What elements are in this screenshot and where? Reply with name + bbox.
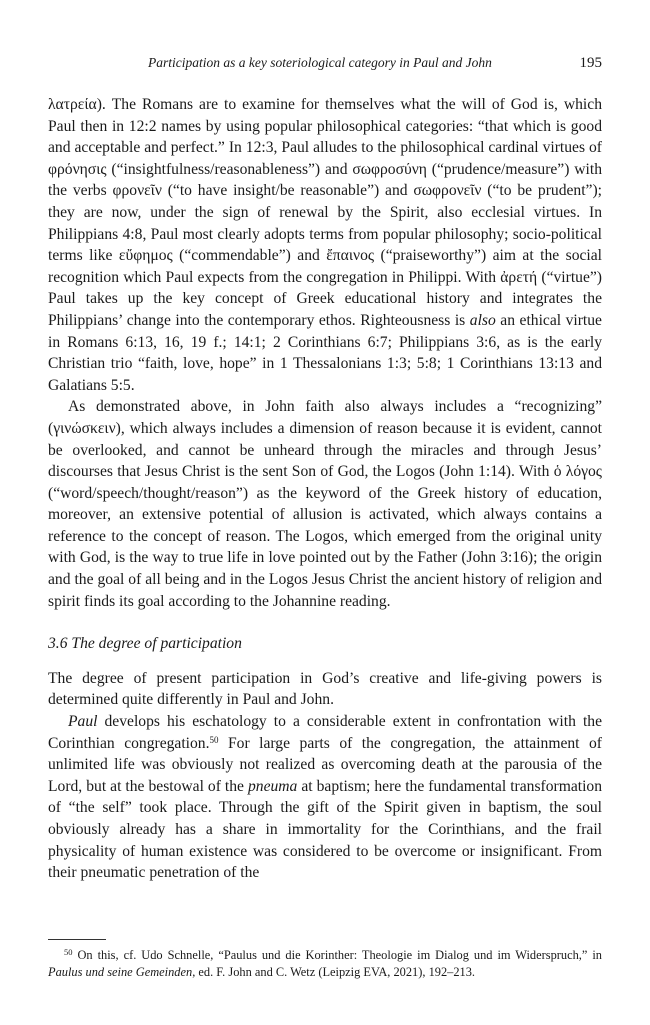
running-title: Participation as a key soteriological category in Paul and John <box>148 55 492 70</box>
page-number: 195 <box>579 55 602 71</box>
section-heading: 3.6 The degree of participation <box>48 635 242 653</box>
paragraph-4-text-c: at baptism; here the fundamental transformation of “the self” took place. Through the gift of the Spirit given in baptism, the soul obviously already has a share in immortality for the Corinthians, and the frail physicality of human existence was considered to be overcome or insignificant. From their pneumatic penetration of the <box>48 777 603 882</box>
footnote-book-title: Paulus und seine Gemeinden <box>48 965 193 979</box>
footnote-text-a: On this, cf. Udo Schnelle, “Paulus und die Korinther: Theologie im Dialog und im Widerspruch,” in <box>72 948 602 962</box>
footnote-50 <box>48 947 602 981</box>
paragraph-3: The degree of present participation in God’s creative and life-giving powers is determined quite differently in Paul and John. <box>48 669 602 709</box>
emphasis-paul: Paul <box>68 713 98 731</box>
paragraph-4-text-a: develops his eschatology to a considerable extent in confrontation with the Corinthian congregation. <box>48 713 602 752</box>
body-text <box>48 94 602 884</box>
running-head <box>48 55 602 75</box>
paragraph-1-text-a: λατρεία). The Romans are to examine for themselves what the will of God is, which Paul then in 12:2 names by using popular philosophical categories: “that which is good and acceptable and perfect.” In 12:3, Paul alludes to the philosophical cardinal virtues of φρόνησις (“insightfulness/reasonableness”) and σωφροσύνη (“prudence/measure”) with the verbs φρονεῖν (“to have insight/be reasonable”) and σωφρονεῖν (“to be prudent”); they are now, under the sign of renewal by the Spirit, also ecclesial virtues. In Philippians 4:8, Paul most clearly adopts terms from popular philosophy; socio-political terms like εὔφημος (“commendable”) and ἔπαινος (“praiseworthy”) aim at the social recognition which Paul expects from the congregation in Philippi. With ἀρετή (“virtue”) Paul takes up the key concept of Greek educational history and integrates the Philippians’ change into the contemporary ethos. Righteousness is <box>48 96 602 329</box>
paragraph-4 <box>48 711 602 884</box>
emphasis-pneuma: pneuma <box>247 777 298 795</box>
paragraph-2: As demonstrated above, in John faith also always includes a “recognizing” (γινώσκειν), which always includes a dimension of reason because it is evident, cannot be overlooked, and cannot be unheard through the miracles and through Jesus’ discourses that Jesus Christ is the sent Son of God, the Logos (John 1:14). With ὁ λόγος (“word/speech/thought/reason”) as the keyword of the Greek history of education, moreover, an extensive potential of allusion is activated, which always contains a reference to the concept of reason. The Logos, which emerged from the original unity with God, is the way to true life in love pointed out by the Father (John 3:16); the origin and the goal of all being and in the Logos Jesus Christ the ancient history of religion and spirit finds its goal according to the Johannine reading. <box>48 398 602 610</box>
paragraph-1-text-b: an ethical virtue in Romans 6:13, 16, 19 f.; 14:1; 2 Corinthians 6:7; Philippians 3:6, as is the early Christian trio “faith, love, hope” in 1 Thessalonians 1:3; 5:8; 1 Corinthians 13:13 and Galatians 5:5. <box>48 311 602 394</box>
footnote-text-b: , ed. F. John and C. Wetz (Leipzig EVA, 2021), 192–213. <box>192 965 476 979</box>
paragraph-4-text-b: For large parts of the congregation, the attainment of unlimited life was obviously not realized as overcoming death at the parousia of the Lord, but at the bestowal of the <box>48 734 602 795</box>
page <box>48 0 602 1025</box>
paragraph-1 <box>48 94 602 396</box>
emphasis-also: also <box>469 311 496 329</box>
footnote-rule <box>48 939 106 940</box>
footnote-reference[interactable]: 50 <box>209 734 219 745</box>
footnote-number: 50 <box>64 947 73 957</box>
